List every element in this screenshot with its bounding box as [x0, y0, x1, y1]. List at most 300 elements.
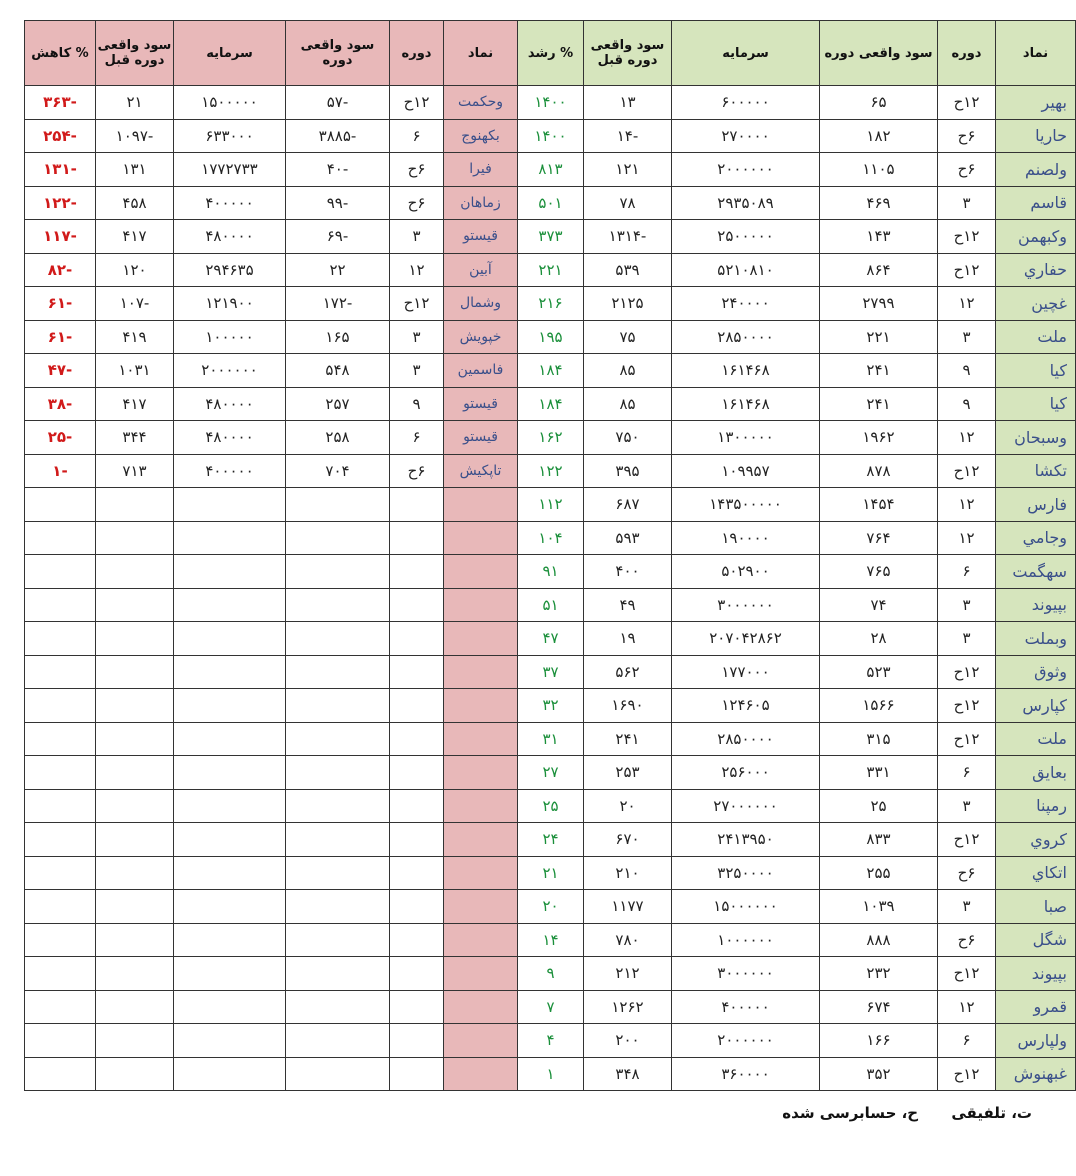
decline-prev-profit-cell: [96, 622, 174, 656]
table-row: [25, 86, 1076, 120]
capital-cell: ۱۰۹۹۵۷: [672, 454, 820, 488]
period-cell: ۱۲: [938, 521, 996, 555]
capital-cell: ۵۰۲۹۰۰: [672, 555, 820, 589]
growth-cell: ۲۵: [518, 789, 584, 823]
growth-cell: ۱۹۵: [518, 320, 584, 354]
symbol-cell: غبهنوش: [996, 1057, 1076, 1091]
growth-cell: ۱۶۲: [518, 421, 584, 455]
decline-capital-cell: ۱۵۰۰۰۰۰: [174, 86, 286, 120]
decline-cell: [25, 521, 96, 555]
growth-cell: ۵۱: [518, 588, 584, 622]
header-decline: % کاهش: [25, 21, 96, 86]
prev-profit-cell: ۲۱۰: [584, 856, 672, 890]
decline-period-cell: [390, 990, 444, 1024]
decline-symbol-cell: بکهنوج: [444, 119, 518, 153]
real-profit-cell: ۲۵۵: [820, 856, 938, 890]
capital-cell: ۳۰۰۰۰۰۰: [672, 957, 820, 991]
decline-real-profit-cell: [286, 823, 390, 857]
footnote: [754, 1104, 1032, 1122]
prev-profit-cell: ۳۴۸: [584, 1057, 672, 1091]
decline-capital-cell: ۱۰۰۰۰۰: [174, 320, 286, 354]
decline-symbol-cell: آبين: [444, 253, 518, 287]
prev-profit-cell: -۱۴: [584, 119, 672, 153]
decline-real-profit-cell: [286, 1057, 390, 1091]
prev-profit-cell: ۲۴۱: [584, 722, 672, 756]
decline-period-cell: [390, 521, 444, 555]
table-row: [25, 555, 1076, 589]
period-cell: ۶ح: [938, 923, 996, 957]
header-prev-profit-decline: سود واقعی دوره قبل: [96, 21, 174, 86]
real-profit-cell: ۳۵۲: [820, 1057, 938, 1091]
decline-prev-profit-cell: [96, 488, 174, 522]
growth-cell: ۲۱: [518, 856, 584, 890]
decline-real-profit-cell: [286, 588, 390, 622]
real-profit-cell: ۲۷۹۹: [820, 287, 938, 321]
growth-cell: ۴: [518, 1024, 584, 1058]
prev-profit-cell: ۶۷۰: [584, 823, 672, 857]
symbol-cell: رمپنا: [996, 789, 1076, 823]
decline-period-cell: [390, 555, 444, 589]
growth-cell: ۳۷۳: [518, 220, 584, 254]
decline-prev-profit-cell: [96, 856, 174, 890]
period-cell: ۶: [938, 756, 996, 790]
decline-period-cell: [390, 923, 444, 957]
decline-period-cell: ۹: [390, 387, 444, 421]
decline-period-cell: [390, 622, 444, 656]
decline-symbol-cell: [444, 957, 518, 991]
decline-cell: -۳۸: [25, 387, 96, 421]
decline-prev-profit-cell: [96, 990, 174, 1024]
capital-cell: ۲۵۰۰۰۰۰: [672, 220, 820, 254]
decline-real-profit-cell: -۵۷: [286, 86, 390, 120]
table-row: [25, 756, 1076, 790]
prev-profit-cell: ۸۵: [584, 354, 672, 388]
capital-cell: ۶۰۰۰۰۰: [672, 86, 820, 120]
decline-symbol-cell: [444, 990, 518, 1024]
table-row: [25, 1024, 1076, 1058]
prev-profit-cell: ۲۱۲: [584, 957, 672, 991]
real-profit-cell: ۵۲۳: [820, 655, 938, 689]
decline-period-cell: ۶: [390, 421, 444, 455]
decline-symbol-cell: [444, 856, 518, 890]
period-cell: ۱۲ح: [938, 1057, 996, 1091]
symbol-cell: صبا: [996, 890, 1076, 924]
decline-capital-cell: [174, 923, 286, 957]
period-cell: ۱۲ح: [938, 655, 996, 689]
table-row: [25, 622, 1076, 656]
decline-symbol-cell: زماهان: [444, 186, 518, 220]
decline-prev-profit-cell: ۴۵۸: [96, 186, 174, 220]
prev-profit-cell: ۸۵: [584, 387, 672, 421]
decline-period-cell: ۳: [390, 354, 444, 388]
decline-cell: [25, 622, 96, 656]
decline-prev-profit-cell: ۴۱۷: [96, 387, 174, 421]
decline-cell: -۴۷: [25, 354, 96, 388]
prev-profit-cell: ۱۶۹۰: [584, 689, 672, 723]
decline-capital-cell: [174, 722, 286, 756]
prev-profit-cell: ۴۰۰: [584, 555, 672, 589]
decline-symbol-cell: [444, 789, 518, 823]
real-profit-cell: ۶۷۴: [820, 990, 938, 1024]
decline-period-cell: [390, 1057, 444, 1091]
table-row: [25, 488, 1076, 522]
real-profit-cell: ۷۴: [820, 588, 938, 622]
decline-real-profit-cell: -۹۹: [286, 186, 390, 220]
decline-real-profit-cell: -۴۰: [286, 153, 390, 187]
table-row: [25, 320, 1076, 354]
real-profit-cell: ۲۴۱: [820, 354, 938, 388]
real-profit-cell: ۱۴۳: [820, 220, 938, 254]
header-period: دوره: [938, 21, 996, 86]
decline-capital-cell: [174, 756, 286, 790]
decline-real-profit-cell: [286, 689, 390, 723]
decline-capital-cell: [174, 655, 286, 689]
decline-symbol-cell: خپويش: [444, 320, 518, 354]
decline-capital-cell: ۴۰۰۰۰۰: [174, 186, 286, 220]
symbol-cell: سهگمت: [996, 555, 1076, 589]
real-profit-cell: ۱۶۶: [820, 1024, 938, 1058]
decline-symbol-cell: [444, 890, 518, 924]
symbol-cell: ولپارس: [996, 1024, 1076, 1058]
table-row: [25, 990, 1076, 1024]
period-cell: ۱۲ح: [938, 454, 996, 488]
capital-cell: ۱۰۰۰۰۰۰: [672, 923, 820, 957]
decline-cell: [25, 689, 96, 723]
symbol-cell: قمرو: [996, 990, 1076, 1024]
decline-symbol-cell: [444, 756, 518, 790]
decline-symbol-cell: [444, 488, 518, 522]
decline-period-cell: [390, 890, 444, 924]
decline-symbol-cell: [444, 622, 518, 656]
period-cell: ۹: [938, 387, 996, 421]
decline-prev-profit-cell: [96, 1057, 174, 1091]
period-cell: ۱۲: [938, 990, 996, 1024]
decline-period-cell: [390, 957, 444, 991]
decline-capital-cell: [174, 689, 286, 723]
decline-cell: -۶۱: [25, 287, 96, 321]
decline-real-profit-cell: [286, 1024, 390, 1058]
period-cell: ۶ح: [938, 119, 996, 153]
decline-symbol-cell: فيرا: [444, 153, 518, 187]
capital-cell: ۲۰۰۰۰۰۰: [672, 153, 820, 187]
decline-cell: [25, 890, 96, 924]
period-cell: ۶ح: [938, 856, 996, 890]
growth-cell: ۷: [518, 990, 584, 1024]
decline-symbol-cell: [444, 655, 518, 689]
period-cell: ۱۲ح: [938, 722, 996, 756]
decline-cell: -۶۱: [25, 320, 96, 354]
real-profit-cell: ۴۶۹: [820, 186, 938, 220]
growth-cell: ۴۷: [518, 622, 584, 656]
decline-period-cell: ۶ح: [390, 153, 444, 187]
decline-symbol-cell: [444, 588, 518, 622]
decline-real-profit-cell: ۲۲: [286, 253, 390, 287]
decline-period-cell: [390, 722, 444, 756]
decline-cell: [25, 655, 96, 689]
decline-symbol-cell: [444, 923, 518, 957]
decline-real-profit-cell: [286, 655, 390, 689]
decline-period-cell: [390, 756, 444, 790]
decline-period-cell: ۶: [390, 119, 444, 153]
table-row: [25, 789, 1076, 823]
table-row: [25, 655, 1076, 689]
table-row: [25, 119, 1076, 153]
decline-cell: [25, 555, 96, 589]
growth-cell: ۲۷: [518, 756, 584, 790]
table-row: [25, 588, 1076, 622]
decline-capital-cell: ۱۲۱۹۰۰: [174, 287, 286, 321]
symbol-cell: بپيوند: [996, 957, 1076, 991]
symbol-cell: بعايق: [996, 756, 1076, 790]
decline-prev-profit-cell: [96, 521, 174, 555]
capital-cell: ۱۵۰۰۰۰۰۰: [672, 890, 820, 924]
symbol-cell: ملت: [996, 320, 1076, 354]
header-capital: سرمایه: [672, 21, 820, 86]
decline-real-profit-cell: [286, 756, 390, 790]
growth-cell: ۸۱۳: [518, 153, 584, 187]
decline-real-profit-cell: [286, 923, 390, 957]
decline-period-cell: ۳: [390, 220, 444, 254]
capital-cell: ۵۲۱۰۸۱۰: [672, 253, 820, 287]
period-cell: ۱۲ح: [938, 823, 996, 857]
decline-real-profit-cell: [286, 488, 390, 522]
decline-symbol-cell: [444, 555, 518, 589]
decline-cell: -۸۲: [25, 253, 96, 287]
decline-period-cell: [390, 823, 444, 857]
capital-cell: ۲۸۵۰۰۰۰: [672, 722, 820, 756]
decline-capital-cell: [174, 1057, 286, 1091]
decline-capital-cell: ۴۸۰۰۰۰: [174, 387, 286, 421]
symbol-cell: تکشا: [996, 454, 1076, 488]
symbol-cell: حاريا: [996, 119, 1076, 153]
decline-prev-profit-cell: ۷۱۳: [96, 454, 174, 488]
decline-capital-cell: ۲۰۰۰۰۰۰: [174, 354, 286, 388]
growth-cell: ۱۸۴: [518, 387, 584, 421]
symbol-cell: وسبحان: [996, 421, 1076, 455]
decline-symbol-cell: [444, 823, 518, 857]
period-cell: ۱۲ح: [938, 253, 996, 287]
decline-symbol-cell: فاسمين: [444, 354, 518, 388]
decline-cell: -۱۲۲: [25, 186, 96, 220]
table-row: [25, 387, 1076, 421]
table-row: [25, 253, 1076, 287]
decline-capital-cell: [174, 957, 286, 991]
real-profit-cell: ۸۶۴: [820, 253, 938, 287]
header-prev-profit: سود واقعی دوره قبل: [584, 21, 672, 86]
header-row: [25, 21, 1076, 86]
real-profit-cell: ۷۶۵: [820, 555, 938, 589]
real-profit-cell: ۲۸: [820, 622, 938, 656]
symbol-cell: فارس: [996, 488, 1076, 522]
prev-profit-cell: ۱۹: [584, 622, 672, 656]
period-cell: ۱۲ح: [938, 86, 996, 120]
decline-period-cell: [390, 488, 444, 522]
period-cell: ۹: [938, 354, 996, 388]
period-cell: ۱۲ح: [938, 957, 996, 991]
period-cell: ۶: [938, 555, 996, 589]
prev-profit-cell: ۴۹: [584, 588, 672, 622]
table-row: [25, 957, 1076, 991]
decline-capital-cell: [174, 890, 286, 924]
prev-profit-cell: ۱۳: [584, 86, 672, 120]
capital-cell: ۴۰۰۰۰۰: [672, 990, 820, 1024]
header-growth: % رشد: [518, 21, 584, 86]
growth-cell: ۱۲۲: [518, 454, 584, 488]
decline-symbol-cell: قيستو: [444, 421, 518, 455]
symbol-cell: قاسم: [996, 186, 1076, 220]
prev-profit-cell: ۱۱۷۷: [584, 890, 672, 924]
decline-real-profit-cell: [286, 890, 390, 924]
symbol-cell: بپيوند: [996, 588, 1076, 622]
decline-symbol-cell: [444, 1024, 518, 1058]
real-profit-cell: ۸۸۸: [820, 923, 938, 957]
decline-prev-profit-cell: ۴۱۷: [96, 220, 174, 254]
growth-cell: ۱۴: [518, 923, 584, 957]
decline-prev-profit-cell: ۱۳۱: [96, 153, 174, 187]
symbol-cell: شگل: [996, 923, 1076, 957]
decline-prev-profit-cell: [96, 689, 174, 723]
symbol-cell: وبملت: [996, 622, 1076, 656]
growth-cell: ۱: [518, 1057, 584, 1091]
symbol-cell: ملت: [996, 722, 1076, 756]
prev-profit-cell: ۲۰۰: [584, 1024, 672, 1058]
capital-cell: ۱۳۰۰۰۰۰: [672, 421, 820, 455]
decline-cell: -۱: [25, 454, 96, 488]
decline-real-profit-cell: [286, 957, 390, 991]
decline-real-profit-cell: ۷۰۴: [286, 454, 390, 488]
decline-symbol-cell: [444, 722, 518, 756]
prev-profit-cell: ۱۲۶۲: [584, 990, 672, 1024]
decline-prev-profit-cell: [96, 555, 174, 589]
decline-period-cell: [390, 856, 444, 890]
capital-cell: ۲۷۰۰۰۰: [672, 119, 820, 153]
capital-cell: ۳۲۵۰۰۰۰: [672, 856, 820, 890]
decline-capital-cell: [174, 588, 286, 622]
decline-cell: -۲۵: [25, 421, 96, 455]
capital-cell: ۲۹۳۵۰۸۹: [672, 186, 820, 220]
decline-cell: -۳۶۳: [25, 86, 96, 120]
table-row: [25, 856, 1076, 890]
growth-cell: ۲۲۱: [518, 253, 584, 287]
decline-real-profit-cell: -۶۹: [286, 220, 390, 254]
decline-prev-profit-cell: [96, 890, 174, 924]
capital-cell: ۲۴۰۰۰۰: [672, 287, 820, 321]
symbol-cell: کيا: [996, 354, 1076, 388]
prev-profit-cell: ۳۹۵: [584, 454, 672, 488]
growth-cell: ۱۱۲: [518, 488, 584, 522]
capital-cell: ۲۵۶۰۰۰: [672, 756, 820, 790]
decline-capital-cell: [174, 488, 286, 522]
decline-symbol-cell: [444, 521, 518, 555]
decline-real-profit-cell: -۱۷۲: [286, 287, 390, 321]
decline-symbol-cell: قيستو: [444, 220, 518, 254]
decline-cell: -۱۱۷: [25, 220, 96, 254]
real-profit-cell: ۱۱۰۵: [820, 153, 938, 187]
decline-real-profit-cell: ۱۶۵: [286, 320, 390, 354]
capital-cell: ۱۹۰۰۰۰: [672, 521, 820, 555]
header-symbol: نماد: [996, 21, 1076, 86]
capital-cell: ۱۶۱۴۶۸: [672, 354, 820, 388]
decline-prev-profit-cell: -۱۰۷: [96, 287, 174, 321]
growth-cell: ۳۲: [518, 689, 584, 723]
decline-period-cell: [390, 655, 444, 689]
real-profit-cell: ۸۳۳: [820, 823, 938, 857]
growth-cell: ۲۱۶: [518, 287, 584, 321]
capital-cell: ۱۲۴۶۰۵: [672, 689, 820, 723]
decline-capital-cell: [174, 555, 286, 589]
decline-period-cell: ۶ح: [390, 186, 444, 220]
decline-real-profit-cell: [286, 990, 390, 1024]
decline-prev-profit-cell: [96, 789, 174, 823]
real-profit-cell: ۲۳۲: [820, 957, 938, 991]
symbol-cell: وجامي: [996, 521, 1076, 555]
decline-prev-profit-cell: [96, 655, 174, 689]
table-body: [25, 86, 1076, 1091]
decline-symbol-cell: وحکمت: [444, 86, 518, 120]
decline-prev-profit-cell: ۲۱: [96, 86, 174, 120]
period-cell: ۳: [938, 622, 996, 656]
header-real-profit-decline: سود واقعی دوره: [286, 21, 390, 86]
table-row: [25, 1057, 1076, 1091]
period-cell: ۱۲: [938, 287, 996, 321]
symbol-cell: کپارس: [996, 689, 1076, 723]
real-profit-cell: ۱۵۶۶: [820, 689, 938, 723]
symbol-cell: کيا: [996, 387, 1076, 421]
decline-prev-profit-cell: ۱۰۳۱: [96, 354, 174, 388]
decline-prev-profit-cell: ۱۲۰: [96, 253, 174, 287]
decline-real-profit-cell: [286, 622, 390, 656]
capital-cell: ۲۸۵۰۰۰۰: [672, 320, 820, 354]
decline-prev-profit-cell: ۴۱۹: [96, 320, 174, 354]
prev-profit-cell: ۲۰: [584, 789, 672, 823]
capital-cell: ۲۴۱۳۹۵۰: [672, 823, 820, 857]
decline-cell: [25, 789, 96, 823]
decline-capital-cell: ۶۳۳۰۰۰: [174, 119, 286, 153]
real-profit-cell: ۲۴۱: [820, 387, 938, 421]
prev-profit-cell: ۵۳۹: [584, 253, 672, 287]
decline-period-cell: ۱۲ح: [390, 86, 444, 120]
real-profit-cell: ۱۸۲: [820, 119, 938, 153]
decline-cell: [25, 756, 96, 790]
prev-profit-cell: ۵۶۲: [584, 655, 672, 689]
growth-cell: ۱۸۴: [518, 354, 584, 388]
decline-cell: [25, 588, 96, 622]
period-cell: ۱۲ح: [938, 689, 996, 723]
decline-period-cell: ۱۲: [390, 253, 444, 287]
decline-period-cell: ۶ح: [390, 454, 444, 488]
prev-profit-cell: ۵۹۳: [584, 521, 672, 555]
capital-cell: ۳۶۰۰۰۰: [672, 1057, 820, 1091]
period-cell: ۱۲: [938, 421, 996, 455]
table-row: [25, 890, 1076, 924]
capital-cell: ۱۷۷۰۰۰: [672, 655, 820, 689]
growth-cell: ۵۰۱: [518, 186, 584, 220]
capital-cell: ۲۷۰۰۰۰۰۰: [672, 789, 820, 823]
decline-symbol-cell: [444, 689, 518, 723]
growth-cell: ۳۷: [518, 655, 584, 689]
capital-cell: ۲۰۰۰۰۰۰: [672, 1024, 820, 1058]
decline-cell: [25, 990, 96, 1024]
decline-cell: [25, 923, 96, 957]
period-cell: ۳: [938, 890, 996, 924]
symbol-cell: وثوق: [996, 655, 1076, 689]
footnote-audited: ح، حسابرسی شده: [782, 1104, 919, 1122]
prev-profit-cell: ۱۲۱: [584, 153, 672, 187]
decline-cell: [25, 722, 96, 756]
decline-cell: [25, 856, 96, 890]
real-profit-cell: ۳۳۱: [820, 756, 938, 790]
decline-capital-cell: ۴۰۰۰۰۰: [174, 454, 286, 488]
